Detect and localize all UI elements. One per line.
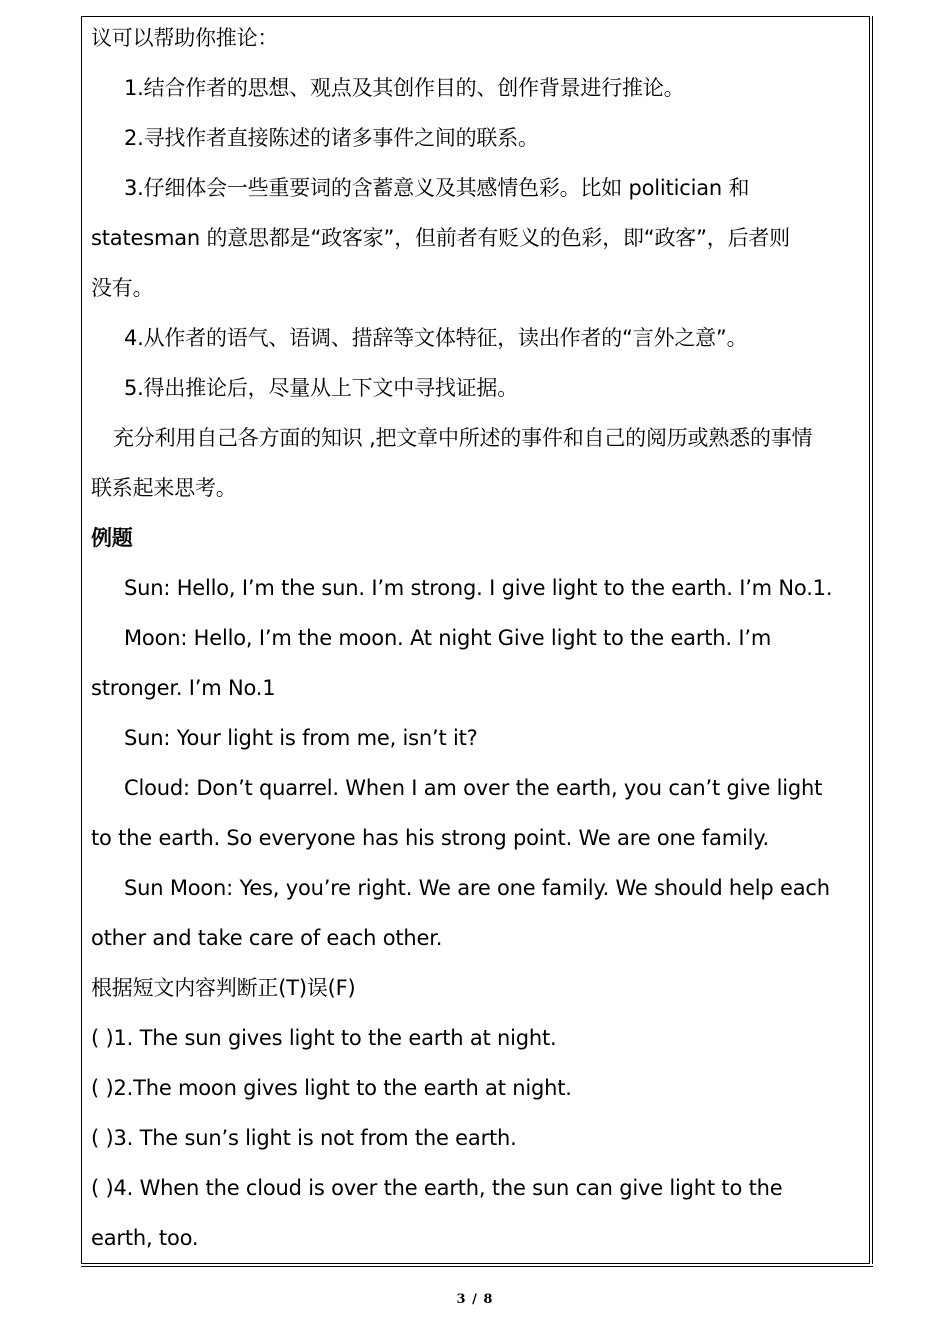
question-instruction: 根据短文内容判断正(T)误(F)	[91, 976, 356, 1000]
paragraph-cont: 联系起来思考。	[91, 476, 237, 500]
frame-double-line-right	[872, 16, 873, 1264]
paragraph: 充分利用自己各方面的知识 ,把文章中所述的事件和自己的阅历或熟悉的事情	[113, 426, 813, 450]
question-item: ( )4. When the cloud is over the earth, the sun can give light to the	[91, 1176, 783, 1200]
tip-3-cont: 没有。	[91, 276, 154, 300]
frame-double-line-bottom	[81, 1266, 873, 1267]
dialogue-line-cont: other and take care of each other.	[91, 926, 443, 950]
question-item: ( )1. The sun gives light to the earth at night.	[91, 1026, 557, 1050]
question-item: ( )2.The moon gives light to the earth at night.	[91, 1076, 572, 1100]
dialogue-line: Sun: Your light is from me, isn’t it?	[124, 726, 478, 750]
example-heading: 例题	[91, 526, 133, 550]
tip-3: 3.仔细体会一些重要词的含蓄意义及其感情色彩。比如 politician 和	[124, 176, 750, 200]
tip-5: 5.得出推论后，尽量从上下文中寻找证据。	[124, 376, 519, 400]
tip-2: 2.寻找作者直接陈述的诸多事件之间的联系。	[124, 126, 539, 150]
question-item-cont: earth, too.	[91, 1226, 199, 1250]
dialogue-line: Moon: Hello, I’m the moon. At night Give light to the earth. I’m	[124, 626, 772, 650]
dialogue-line: Sun: Hello, I’m the sun. I’m strong. I give light to the earth. I’m No.1.	[124, 576, 833, 600]
dialogue-line: Sun Moon: Yes, you’re right. We are one family. We should help each	[124, 876, 830, 900]
dialogue-line-cont: to the earth. So everyone has his strong point. We are one family.	[91, 826, 769, 850]
tip-3-cont: statesman 的意思都是“政客家”，但前者有贬义的色彩，即“政客”，后者则	[91, 226, 790, 250]
dialogue-line-cont: stronger. I’m No.1	[91, 676, 276, 700]
dialogue-line: Cloud: Don’t quarrel. When I am over the earth, you can’t give light	[124, 776, 823, 800]
text-line: 议可以帮助你推论：	[91, 26, 279, 50]
tip-4: 4.从作者的语气、语调、措辞等文体特征，读出作者的“言外之意”。	[124, 326, 748, 350]
page-number: 3 / 8	[456, 1292, 494, 1307]
question-item: ( )3. The sun’s light is not from the earth.	[91, 1126, 517, 1150]
tip-1: 1.结合作者的思想、观点及其创作目的、创作背景进行推论。	[124, 76, 685, 100]
